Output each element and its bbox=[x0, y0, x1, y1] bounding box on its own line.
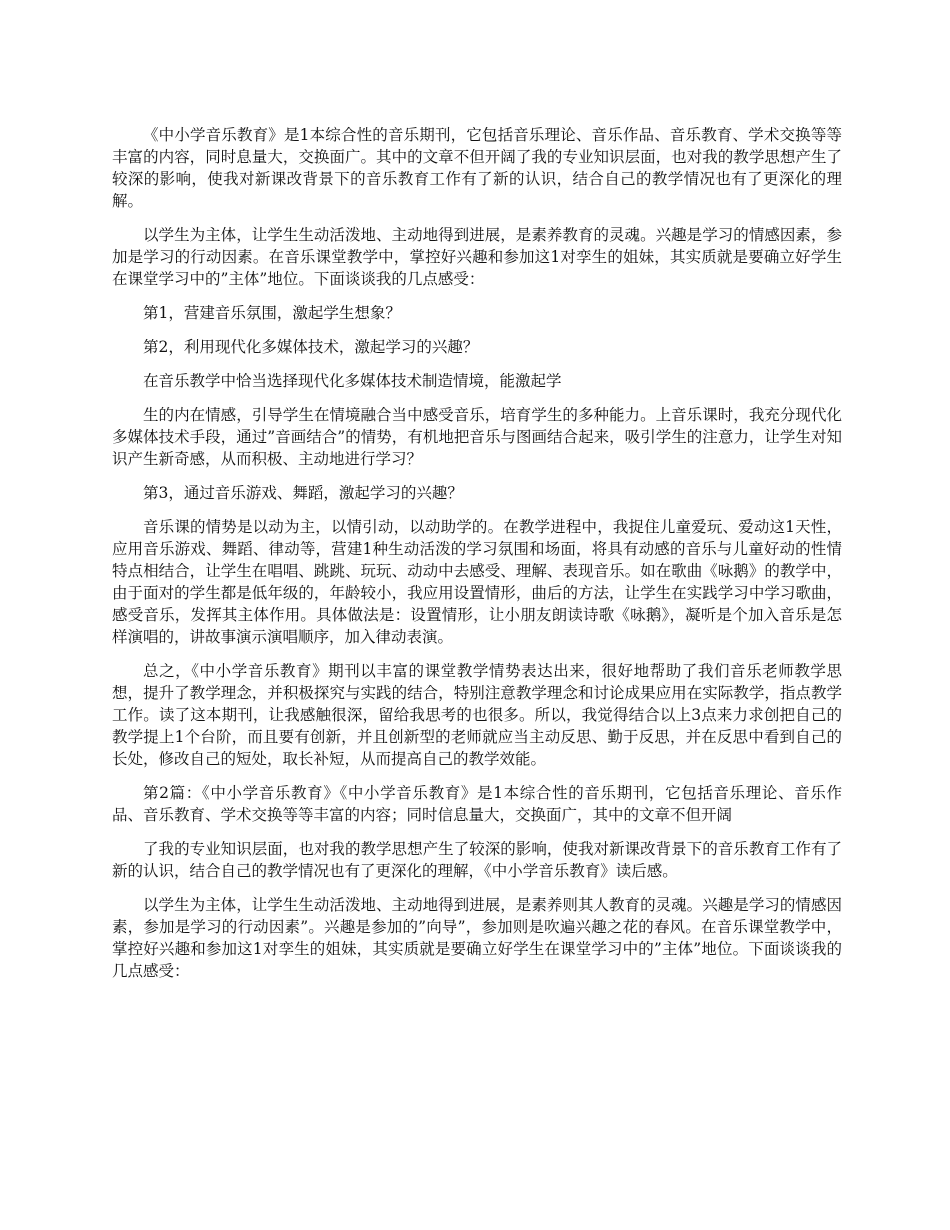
paragraph-part-2-cont: 了我的专业知识层面，也对我的教学思想产生了较深的影响，使我对新课改背景下的音乐教育工作有了新的认识，结合自己的教学情况也有了更深化的理解，《中小学音乐教育》读后感。 bbox=[112, 840, 842, 880]
paragraph-point-3: 第3，通过音乐游戏、舞蹈，激起学习的兴趣？ bbox=[143, 484, 463, 502]
paragraph-multimedia-cont: 生的内在情感，引导学生在情境融合当中感受音乐，培育学生的多种能力。上音乐课时，我充分现代化多媒体技术手段，通过”音画结合”的情势，有机地把音乐与图画结合起来，吸引学生的注意力，让学生对知识产生新奇感，从而积极、主动地进行学习？ bbox=[112, 406, 842, 468]
paragraph-student-subject: 以学生为主体，让学生生动活泼地、主动地得到进展，是素养教育的灵魂。兴趣是学习的情感因素，参加是学习的行动因素。在音乐课堂教学中，掌控好兴趣和参加这1对孪生的姐妹，其实质就是要确立好学生在课堂学习中的”主体”地位。下面谈谈我的几点感受： bbox=[112, 226, 842, 288]
paragraph-games-dance: 音乐课的情势是以动为主，以情引动，以动助学的。在教学进程中，我捉住儿童爱玩、爱动这1天性，应用音乐游戏、舞蹈、律动等，营建1种生动活泼的学习氛围和场面，将具有动感的音乐与儿童好动的性情特点相结合，让学生在唱唱、跳跳、玩玩、动动中去感受、理解、表现音乐。如在歌曲《咏鹅》的教学中，由于面对的学生都是低年级的，年龄较小，我应用设置情形，曲后的方法，让学生在实践学习中学习歌曲，感受音乐，发挥其主体作用。具体做法是：设置情形，让小朋友朗读诗歌《咏鹅》，凝听是个加入音乐是怎样演唱的，讲故事演示演唱顺序，加入律动表演。 bbox=[112, 518, 842, 646]
paragraph-part-2-start: 第2篇：《中小学音乐教育》《中小学音乐教育》是1本综合性的音乐期刊，它包括音乐理论、音乐作品、音乐教育、学术交换等等丰富的内容；同时信息量大，交换面广，其中的文章不但开阔 bbox=[112, 784, 842, 824]
paragraph-point-1: 第1，营建音乐氛围，激起学生想象？ bbox=[143, 304, 401, 322]
paragraph-part-2-subject: 以学生为主体，让学生生动活泼地、主动地得到进展，是素养则其人教育的灵魂。兴趣是学习的情感因素，参加是学习的行动因素”。兴趣是参加的”向导”，参加则是吹遍兴趣之花的春风。在音乐课堂教学中，掌控好兴趣和参加这1对孪生的姐妹，其实质就是要确立好学生在课堂学习中的”主体”地位。下面谈谈我的几点感受： bbox=[112, 896, 842, 980]
document-body bbox=[112, 124, 842, 994]
paragraph-point-2: 第2，利用现代化多媒体技术，激起学习的兴趣？ bbox=[143, 338, 479, 356]
paragraph-multimedia-start: 在音乐教学中恰当选择现代化多媒体技术制造情境，能激起学 bbox=[143, 372, 562, 390]
paragraph-conclusion: 总之，《中小学音乐教育》期刊以丰富的课堂教学情势表达出来，很好地帮助了我们音乐老师教学思想，提升了教学理念，并积极探究与实践的结合，特别注意教学理念和讨论成果应用在实际教学，指点教学工作。读了这本期刊，让我感触很深，留给我思考的也很多。所以，我觉得结合以上3点来力求创把自己的教学提上1个台阶，而且要有创新，并且创新型的老师就应当主动反思、勤于反思，并在反思中看到自己的长处，修改自己的短处，取长补短，从而提高自己的教学效能。 bbox=[112, 662, 842, 768]
paragraph-intro: 《中小学音乐教育》是1本综合性的音乐期刊，它包括音乐理论、音乐作品、音乐教育、学术交换等等丰富的内容，同时息量大，交换面广。其中的文章不但开阔了我的专业知识层面，也对我的教学思想产生了较深的影响，使我对新课改背景下的音乐教育工作有了新的认识，结合自己的教学情况也有了更深化的理解。 bbox=[112, 126, 842, 210]
